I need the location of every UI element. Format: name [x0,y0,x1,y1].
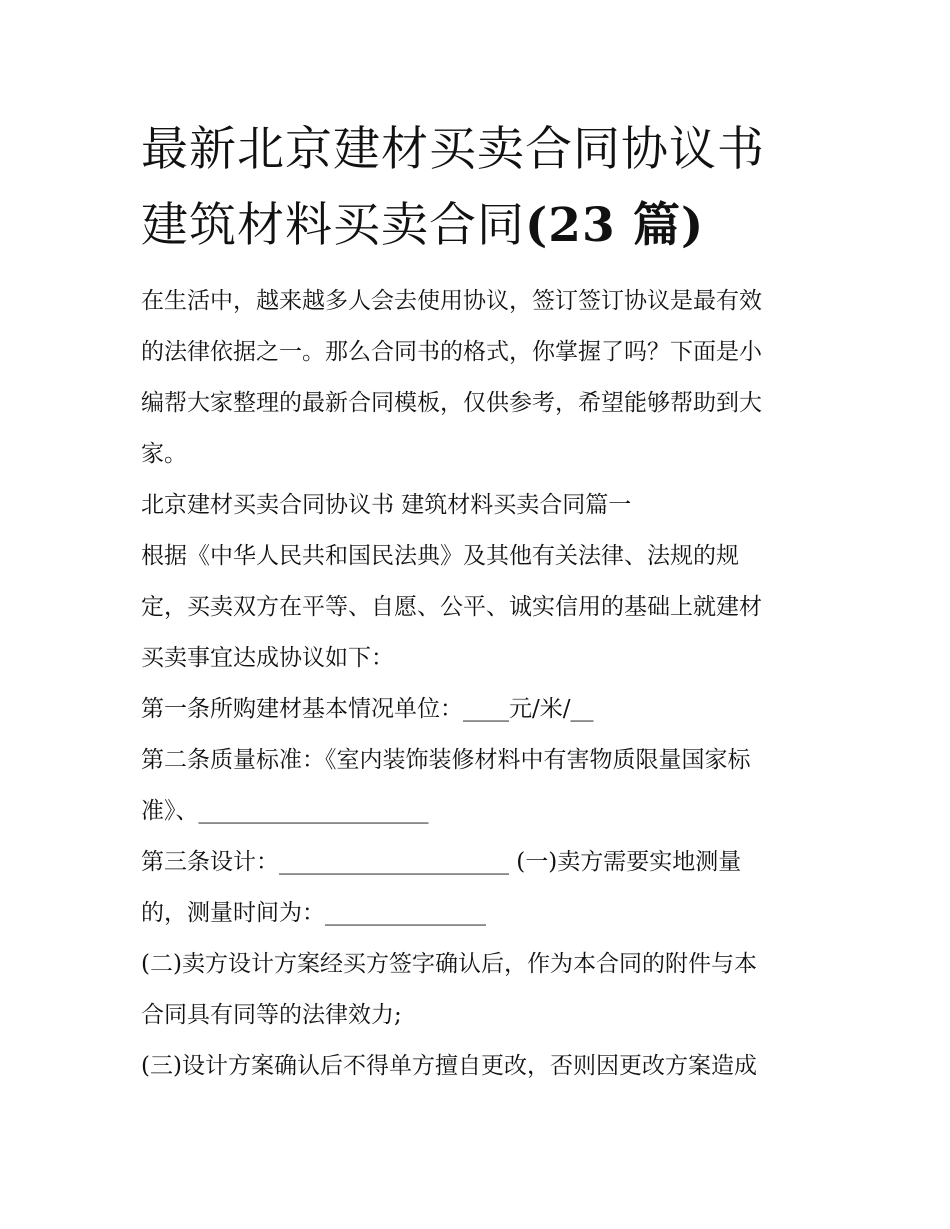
title-line-2 [141,188,841,264]
article-2-line-2: 准》、____________________ [141,798,429,824]
intro-line-3: 编帮大家整理的最新合同模板，仅供参考，希望能够帮助到大 [141,390,762,416]
article-3-item-3-line-1: (三)设计方案确认后不得单方擅自更改，否则因更改方案造成 [141,1053,757,1079]
document-title [141,112,841,264]
preamble-line-2: 定，买卖双方在平等、自愿、公平、诚实信用的基础上就建材 [141,594,762,620]
preamble-line-3: 买卖事宜达成协议如下： [141,645,394,671]
intro-line-4: 家。 [141,441,187,467]
article-2-line-1: 第二条质量标准：《室内装饰装修材料中有害物质限量国家标 [141,747,751,773]
title-line-1: 最新北京建材买卖合同协议书 [141,122,765,177]
title-line-2-text: 建筑材料买卖合同 [141,198,525,253]
article-3-item-2-line-1: (二)卖方设计方案经买方签字确认后，作为本合同的附件与本 [141,951,757,977]
title-line-2-count: (23 篇) [525,198,705,253]
preamble-line-1: 根据《中华人民共和国民法典》及其他有关法律、法规的规 [141,543,739,569]
section-heading: 北京建材买卖合同协议书 建筑材料买卖合同篇一 [141,492,632,518]
intro-line-1: 在生活中，越来越多人会去使用协议，签订签订协议是最有效 [141,288,762,314]
article-3-line-2: 的，测量时间为：______________ [141,900,486,926]
article-3-line-1: 第三条设计：____________________ (一)卖方需要实地测量 [141,849,742,875]
article-1-line: 第一条所购建材基本情况单位：____元/米/__ [141,696,594,722]
document-body [141,276,821,1092]
article-3-item-2-line-2: 合同具有同等的法律效力; [141,1002,402,1028]
intro-line-2: 的法律依据之一。那么合同书的格式，你掌握了吗？下面是小 [141,339,762,365]
